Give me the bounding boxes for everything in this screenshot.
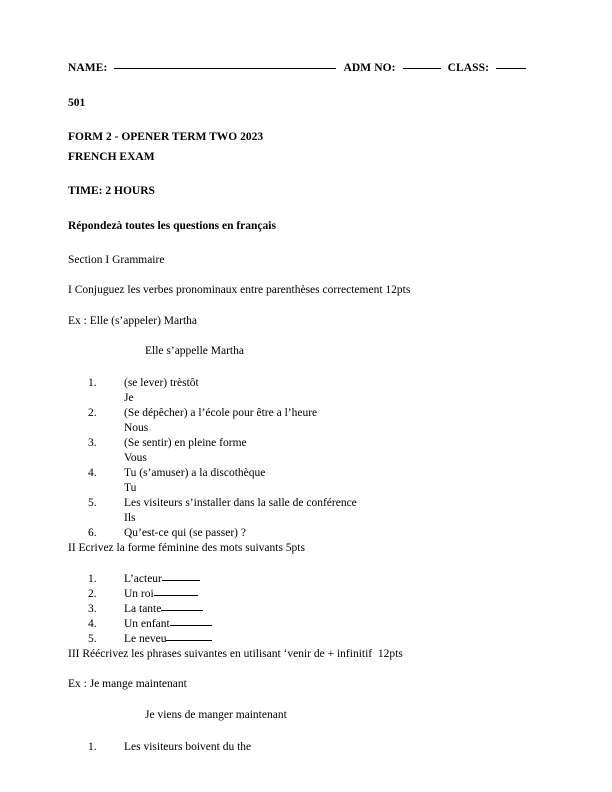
question-number: 3. (88, 602, 97, 615)
question-text: Tu (s’amuser) a la discothèque (124, 467, 266, 480)
section-1-label: Section I Grammaire (68, 253, 165, 266)
question-number: 2. (88, 407, 97, 420)
question-text: L’acteur (124, 572, 162, 585)
adm-no-blank-field[interactable] (403, 68, 441, 69)
section-1-heading: I Conjuguez les verbes pronominaux entre parenthèses correctement 12pts (68, 284, 411, 297)
question-item (68, 632, 548, 647)
question-number: 3. (88, 437, 97, 450)
question-item (68, 406, 548, 436)
question-text: Le neveu (124, 632, 167, 645)
question-item (68, 496, 548, 526)
question-text: (Se sentir) en pleine forme (124, 437, 247, 450)
question-number: 1. (88, 572, 97, 585)
answer-subject-pronoun[interactable]: Tu (124, 482, 137, 495)
question-item (68, 740, 548, 755)
answer-blank-field[interactable] (166, 640, 212, 641)
paper-code: 501 (68, 97, 86, 109)
general-instruction: Répondezà toutes les questions en français (68, 219, 276, 232)
exam-title-subject: FRENCH EXAM (68, 150, 155, 163)
question-number: 1. (88, 740, 97, 753)
question-text: Un enfant (124, 617, 170, 630)
section-2-heading: II Ecrivez la forme féminine des mots suivants 5pts (68, 542, 305, 555)
name-label: NAME: (68, 62, 108, 74)
question-item (68, 617, 548, 632)
question-number: 4. (88, 617, 97, 630)
question-number: 2. (88, 587, 97, 600)
student-identification-line (68, 62, 548, 74)
adm-no-label: ADM NO: (343, 62, 396, 74)
section-1-example-prompt: Ex : Elle (s’appeler) Martha (68, 314, 197, 327)
question-item (68, 466, 548, 496)
question-text: (se lever) trèstôt (124, 377, 199, 390)
question-item (68, 572, 548, 587)
section-1-example-answer: Elle s’appelle Martha (145, 345, 244, 357)
question-number: 5. (88, 632, 97, 645)
question-number: 6. (88, 527, 97, 540)
answer-blank-field[interactable] (170, 625, 212, 626)
section-3-question-list (68, 740, 548, 755)
question-text: Les visiteurs boivent du the (124, 740, 252, 753)
question-text: Un roi (124, 587, 154, 600)
question-text: La tante (124, 602, 162, 615)
question-item (68, 526, 548, 541)
section-3-example-prompt: Ex : Je mange maintenant (68, 678, 187, 691)
answer-blank-field[interactable] (161, 610, 203, 611)
answer-blank-field[interactable] (162, 580, 200, 581)
question-text: (Se dépêcher) a l’école pour être a l’heure (124, 407, 318, 420)
question-text: Qu’est-ce qui (se passer) ? (124, 527, 246, 540)
document-body (68, 62, 548, 755)
answer-blank-field[interactable] (154, 595, 198, 596)
section-1-question-list (68, 376, 548, 541)
question-item (68, 602, 548, 617)
section-2-question-list (68, 572, 548, 647)
question-item (68, 376, 548, 406)
answer-subject-pronoun[interactable]: Je (124, 392, 134, 405)
class-blank-field[interactable] (496, 68, 526, 69)
section-3-heading: III Réécrivez les phrases suivantes en utilisant ‘venir de + infinitif 12pts (68, 647, 403, 660)
name-blank-field[interactable] (114, 68, 336, 69)
question-number: 4. (88, 467, 97, 480)
question-number: 1. (88, 377, 97, 390)
question-item (68, 587, 548, 602)
question-text: Les visiteurs s’installer dans la salle de conférence (124, 497, 357, 510)
exam-duration: TIME: 2 HOURS (68, 185, 155, 198)
exam-title-form: FORM 2 - OPENER TERM TWO 2023 (68, 131, 264, 144)
question-item (68, 436, 548, 466)
answer-subject-pronoun[interactable]: Nous (124, 422, 149, 435)
class-label: CLASS: (447, 62, 490, 74)
section-3-example-answer: Je viens de manger maintenant (145, 708, 287, 721)
question-number: 5. (88, 497, 97, 510)
answer-subject-pronoun[interactable]: Vous (124, 452, 147, 465)
answer-subject-pronoun[interactable]: Ils (124, 512, 136, 525)
